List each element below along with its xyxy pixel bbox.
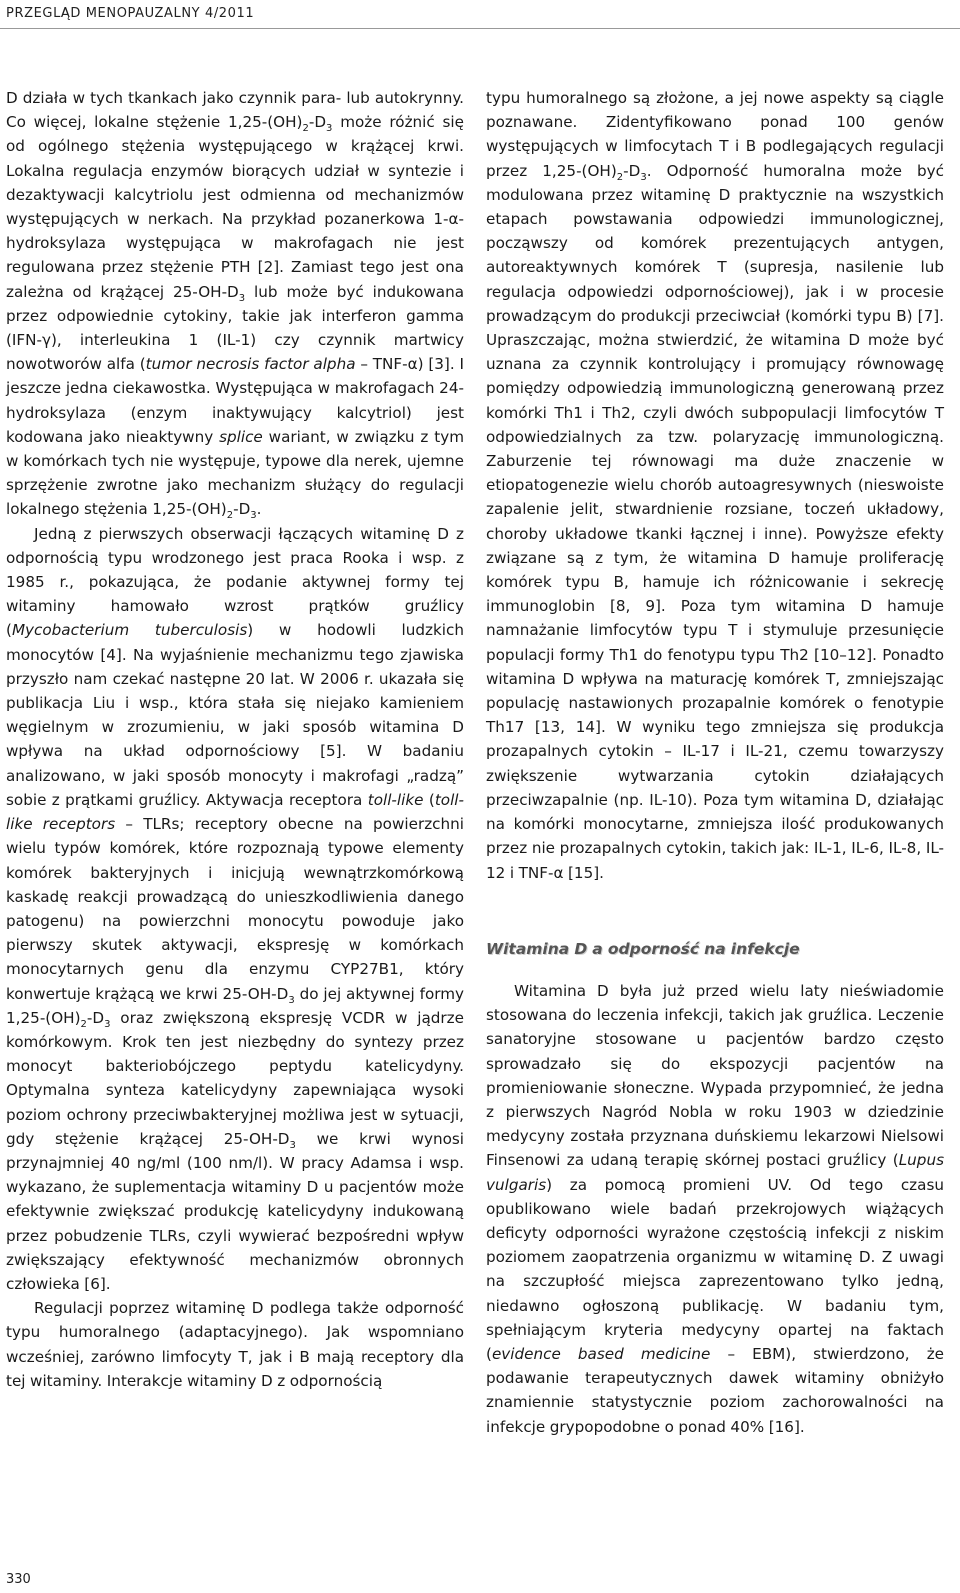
section-heading: Witamina D a odporność na infekcje bbox=[486, 939, 800, 958]
text-run: – TLRs; receptory obecne na powierzchni wielu typów komórek, które rozpoznają typowe elementy komórek bakteryjnych i inicjują wewnątrzkomórkową kaskadę reakcji prowadzącą do unieszkodliwienia danego patogenu) na powierzchni monocytu powoduje jako pierwszy skutek aktywacji, ekspresję w komórkach monocytarnych genu dla enzymu CYP27B1, który konwertuje krążącą we krwi 25-OH-D bbox=[6, 815, 464, 1003]
italic-term: evidence based medicine bbox=[491, 1344, 711, 1363]
text-run: ( bbox=[423, 790, 435, 809]
text-run: ) w hodowli ludzkich monocytów [4]. Na wyjaśnienie mechanizmu tego zjawiska przyszło nam czekać następne 20 lat. W 2006 r. ukazała się publikacja Liu i wsp., która stała się niejako kamieniem węgielnym w zrozumieniu, w jaki sposób witamina D wpływa na układ odpornościowy [5]. W badaniu analizowano, w jaki sposób monocyty i makrofagi „radzą” sobie z prątkami gruźlicy. Aktywacja receptora bbox=[6, 621, 464, 809]
subscript: 3 bbox=[238, 292, 246, 304]
italic-term: tumor necrosis factor alpha bbox=[145, 355, 356, 374]
italic-term: Lupus vulgaris bbox=[486, 1151, 944, 1194]
paragraph bbox=[6, 86, 464, 522]
text-run: -D bbox=[308, 113, 327, 132]
text-run: oraz zwiększoną ekspresję VCDR w jądrze komórkowym. Krok ten jest niezbędny do syntezy przez monocyt bakteriobójczego peptydu katelicydyny. Optymalna synteza katelicydyny zapewniająca wysoki poziom ochrony przeciwbakteryjnej możliwa jest w sytuacji, gdy stężenie krążącej 25-OH-D bbox=[6, 1008, 464, 1148]
text-run: . bbox=[256, 500, 262, 519]
subscript: 2 bbox=[80, 1018, 87, 1030]
subscript: 3 bbox=[104, 1018, 111, 1030]
text-run: typu humoralnego są złożone, a jej nowe aspekty są ciągle poznawane. Zidentyfikowano ponad 100 genów występujących w limfocytach T i B podlegających regulacji przez 1,25-(OH) bbox=[486, 89, 944, 180]
italic-term: toll-like bbox=[367, 790, 424, 809]
subscript: 3 bbox=[288, 994, 295, 1006]
text-run: . Odporność humoralna może być modulowana przez witaminę D praktycznie na wszystkich etapach powstawania odpowiedzi immunologicznej, począwszy od komórek prezentujących antygen, autoreaktywnych komórek T (supresja, nasilenie lub regulacja odpowiedzi odpornościowej), jak i w procesie prowadzącym do produkcji przeciwciał (komórki typu B) [7]. Upraszczając, można stwierdzić, że witamina D może być uznana za czynnik kontrolujący i promujący równowagę pomiędzy odpowiedzią immunologiczną generowaną przez komórki Th1 i Th2, czyli dwóch subpopulacji limfocytów T odpowiedzialnych za tzw. polaryzację immunologiczną. Zaburzenie tej równowagi ma duże znaczenie w etiopatogenezie wielu chorób autoagresywnych (nieswoiste zapalenie jelit, stwardnienie rozsiane, toczeń układowy, choroby układowe tkanki łącznej i inne). Powyższe efekty związane są z tym, że witamina D hamuje proliferację komórek typu B, hamuje ich różnicowanie i sekrecję immunoglobin [8, 9]. Poza tym witamina D hamuje namnażanie limfocytów typu T i stymuluje przesunięcie populacji formy Th1 do fenotypu typu Th2 [10–12]. Ponadto witamina D wpływa na maturację komórek T, zmniejszając populację nastawionych prozapalnie komórek o fenotypie Th17 [13, 14]. W wyniku tego zmniejsza się produkcja prozapalnych cytokin – IL-17 i IL-21, czemu towarzyszy zwiększenie wytwarzania cytokin działających przeciwzapalnie (np. IL-10). Poza tym witamina D, działając na komórki monocytarne, zmniejsza ilość produkowanych przez nie prozapalnych cytokin, takich jak: IL-1, IL-6, IL-8, IL-12 i TNF-α [15]. bbox=[486, 161, 944, 882]
subscript: 2 bbox=[226, 510, 234, 522]
subscript: 3 bbox=[640, 171, 647, 183]
text-run: Witamina D była już przed wielu laty nieświadomie stosowana do leczenia infekcji, takich jak gruźlica. Leczenie sanatoryjne stosowane u pacjentów bardzo często sprowadzało się do ekspozycji pacjentów na promieniowanie słoneczne. Wypada przypomnieć, że jedna z pierwszych Nagród Nobla w roku 1903 w dziedzinie medycyny została przyznana duńskiemu lekarzowi Nielsowi Finsenowi za udaną terapię skórnej postaci gruźlicy ( bbox=[486, 981, 944, 1170]
italic-term: splice bbox=[219, 427, 263, 446]
subscript: 3 bbox=[289, 1139, 296, 1151]
text-run: -D bbox=[623, 161, 641, 180]
text-run: wariant, w związku z tym w komórkach tych nie występuje, typowe dla nerek, ujemne sprzężenie zwrotne jako mechanizm służący do regulacji lokalnego stężenia 1,25-(OH) bbox=[6, 427, 465, 519]
italic-term: toll-like receptors bbox=[6, 790, 464, 834]
paragraph bbox=[6, 522, 464, 1297]
running-header: PRZEGLĄD MENOPAUZALNY 4/2011 bbox=[6, 6, 255, 21]
subscript: 3 bbox=[326, 123, 333, 135]
text-run: -D bbox=[86, 1008, 105, 1027]
text-run: – EBM), stwierdzono, że podawanie terapeutycznych dawek witaminy obniżyło znamiennie statystycznie poziom zachorowalności na infekcje grypopodobne o ponad 40% [16]. bbox=[486, 1344, 945, 1436]
text-run: lub może być indukowana przez odpowiednie cytokiny, takie jak interferon gamma (IFN-γ), interleukina 1 (IL-1) czy czynnik martwicy nowotworów alfa ( bbox=[6, 282, 464, 374]
text-run: do jej aktywnej formy 1,25-(OH) bbox=[6, 984, 464, 1027]
subscript: 3 bbox=[250, 510, 257, 522]
paragraph bbox=[486, 86, 944, 885]
text-run: ) za pomocą promieni UV. Od tego czasu opublikowano wiele badań przekrojowych wiążących deficyty odporności wyrażone częstością infekcji z niskim poziomem zaopatrzenia organizmu w witaminę D. Z uwagi na szczupłość miejsca zaprezentowano tylko jedną, niedawno ogłoszoną publikację. W badaniu tym, spełniającym kryteria medycyny opartej na faktach ( bbox=[486, 1175, 944, 1363]
text-run: D działa w tych tkankach jako czynnik para- lub autokrynny. Co więcej, lokalne stężenie 1,25-(OH) bbox=[6, 89, 464, 132]
right-column bbox=[486, 86, 944, 1439]
page-number: 330 bbox=[6, 1572, 31, 1587]
text-run: -D bbox=[233, 500, 251, 519]
text-run: – TNF-α) [3]. I jeszcze jedna ciekawostka. Występująca w makrofagach 24-hydroksylaza (enzym inaktywujący kalcytriol) jest kodowana jako nieaktywny bbox=[6, 355, 464, 446]
subscript: 2 bbox=[616, 171, 624, 183]
left-column bbox=[6, 86, 464, 1393]
italic-term: Mycobacterium tuberculosis bbox=[11, 621, 248, 640]
text-run: może różnić się od ogólnego stężenia występującego w krążącej krwi. Lokalna regulacja enzymów biorących udział w syntezie i dezaktywacji kalcytriolu jest odmienna od mechanizmów występujących w nerkach. Na przykład pozanerkowa 1-α-hydroksylaza występująca w makrofagach nie jest regulowana przez stężenie PTH [2]. Zamiast tego jest ona zależna od krążącej 25-OH-D bbox=[6, 113, 464, 301]
paragraph bbox=[486, 979, 944, 1439]
paragraph: Regulacji poprzez witaminę D podlega także odporność typu humoralnego (adaptacyjnego). Jak wspomniano wcześniej, zarówno limfocyty T, jak i B mają receptory dla tej witaminy. Interakcje witaminy D z odpornością bbox=[6, 1299, 464, 1390]
text-run: Jedną z pierwszych obserwacji łączących witaminę D z odpornością typu wrodzonego jest praca Rooka i wsp. z 1985 r., pokazująca, że podanie aktywnej formy tej witaminy hamowało wzrost prątków gruźlicy ( bbox=[6, 524, 464, 640]
subscript: 2 bbox=[302, 123, 309, 135]
text-run: we krwi wynosi przynajmniej 40 ng/ml (100 nm/l). W pracy Adamsa i wsp. wykazano, że suplementacja witaminy D u pacjentów może efektywnie zwiększać produkcję katelicydyny indukowaną przez pobudzenie TLRs, czyli wywierać bezpośredni wpływ zwiększający efektywność mechanizmów obronnych człowieka [6]. bbox=[6, 1129, 464, 1293]
header-divider bbox=[0, 28, 960, 29]
